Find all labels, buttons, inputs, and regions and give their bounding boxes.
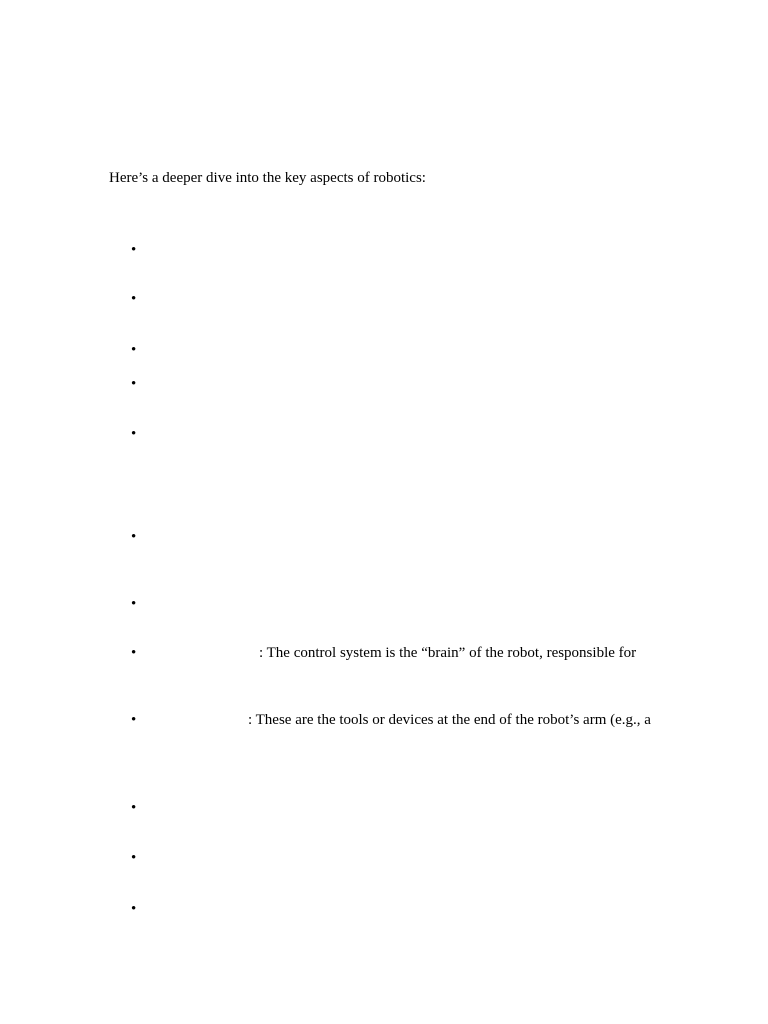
list-item	[131, 290, 691, 308]
list-item	[131, 900, 691, 918]
bullet-icon: •	[131, 529, 137, 545]
bullet-icon: •	[131, 376, 137, 392]
list-item	[131, 849, 691, 867]
list-item	[131, 644, 691, 662]
list-item	[131, 711, 691, 729]
bullet-icon: •	[131, 712, 137, 728]
intro-paragraph: Here’s a deeper dive into the key aspects of robotics:	[109, 170, 426, 186]
end-effectors-text: : These are the tools or devices at the end of the robot’s arm (e.g., a	[248, 712, 651, 728]
list-item	[131, 799, 691, 817]
bullet-icon: •	[131, 342, 137, 358]
bullet-icon: •	[131, 800, 137, 816]
bullet-icon: •	[131, 291, 137, 307]
bullet-icon: •	[131, 426, 137, 442]
list-item	[131, 528, 691, 546]
list-item	[131, 595, 691, 613]
bullet-icon: •	[131, 901, 137, 917]
bullet-icon: •	[131, 645, 137, 661]
bullet-icon: •	[131, 850, 137, 866]
bullet-icon: •	[131, 596, 137, 612]
list-item	[131, 341, 691, 359]
list-item	[131, 375, 691, 393]
list-item	[131, 241, 691, 259]
control-system-text: : The control system is the “brain” of the robot, responsible for	[259, 645, 637, 661]
bullet-icon: •	[131, 242, 137, 258]
list-item	[131, 425, 691, 443]
